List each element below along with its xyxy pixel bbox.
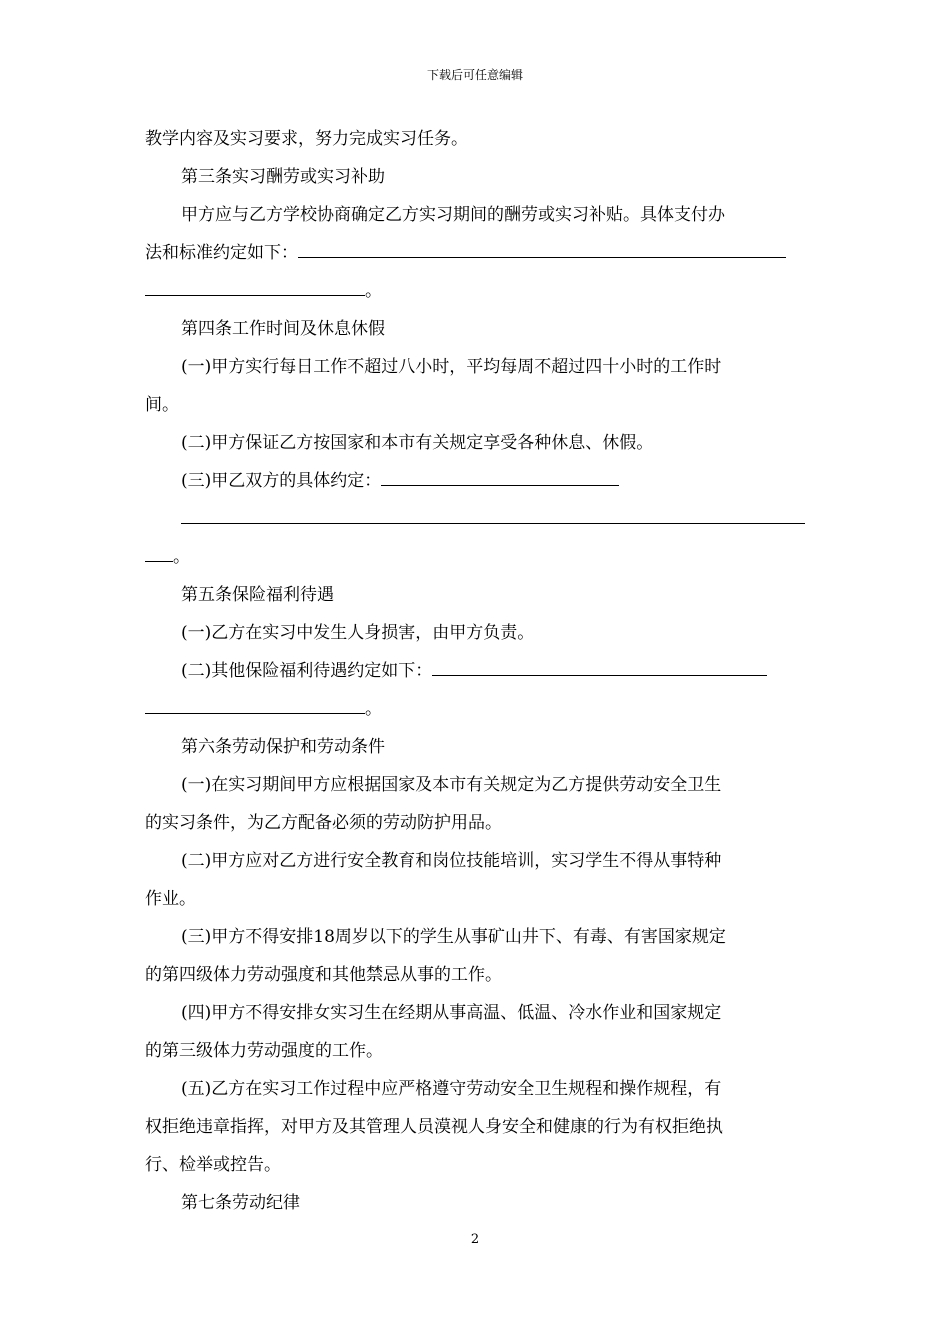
paragraph-line: (二)甲方保证乙方按国家和本市有关规定享受各种休息、休假。 [181,433,654,453]
paragraph-line: 教学内容及实习要求，努力完成实习任务。 [145,129,468,149]
page-header: 下载后可任意编辑 [426,68,523,82]
paragraph-line: (四)甲方不得安排女实习生在经期从事高温、低温、冷水作业和国家规定 [181,1003,722,1023]
paragraph-line: 的实习条件，为乙方配备必须的劳动防护用品。 [145,813,502,833]
article-heading: 第六条劳动保护和劳动条件 [181,737,385,757]
paragraph-line: (一)在实习期间甲方应根据国家及本市有关规定为乙方提供劳动安全卫生 [181,775,722,795]
paragraph-line: (一)乙方在实习中发生人身损害，由甲方负责。 [181,623,535,643]
paragraph-line: 权拒绝违章指挥，对甲方及其管理人员漠视人身安全和健康的行为有权拒绝执 [145,1117,723,1137]
fill-in-blank[interactable] [145,273,365,296]
paragraph-line: 法和标准约定如下： [145,234,807,272]
paragraph-line: 。 [145,538,807,576]
paragraph-line: (五)乙方在实习工作过程中应严格遵守劳动安全卫生规程和操作规程，有 [181,1079,722,1099]
article-heading: 第七条劳动纪律 [181,1193,300,1213]
paragraph-line: 间。 [145,395,179,415]
article-heading: 第四条工作时间及休息休假 [181,319,385,339]
paragraph-line: 甲方应与乙方学校协商确定乙方实习期间的酬劳或实习补贴。具体支付办 [181,205,725,225]
paragraph-line: (三)甲乙双方的具体约定： [145,462,807,500]
document-body [145,120,807,1222]
fill-in-blank[interactable] [432,653,767,676]
paragraph-line: 行、检举或控告。 [145,1155,281,1175]
paragraph-line: (三)甲方不得安排18周岁以下的学生从事矿山井下、有毒、有害国家规定 [181,927,726,947]
paragraph-line: (二)甲方应对乙方进行安全教育和岗位技能培训，实习学生不得从事特种 [181,851,722,871]
paragraph-line: 。 [145,690,807,728]
paragraph-line: (一)甲方实行每日工作不超过八小时，平均每周不超过四十小时的工作时 [181,357,722,377]
paragraph-line: 作业。 [145,889,196,909]
article-heading: 第五条保险福利待遇 [181,585,334,605]
paragraph-line: 的第四级体力劳动强度和其他禁忌从事的工作。 [145,965,502,985]
paragraph-line: 。 [145,272,807,310]
article-heading: 第三条实习酬劳或实习补助 [181,167,385,187]
fill-in-blank[interactable] [145,539,173,562]
fill-in-blank[interactable] [181,501,805,524]
paragraph-line [145,500,807,538]
page-number: 2 [470,1232,480,1247]
fill-in-blank[interactable] [298,235,786,258]
fill-in-blank[interactable] [145,691,365,714]
fill-in-blank[interactable] [381,463,619,486]
paragraph-line: (二)其他保险福利待遇约定如下： [145,652,807,690]
paragraph-line: 的第三级体力劳动强度的工作。 [145,1041,383,1061]
